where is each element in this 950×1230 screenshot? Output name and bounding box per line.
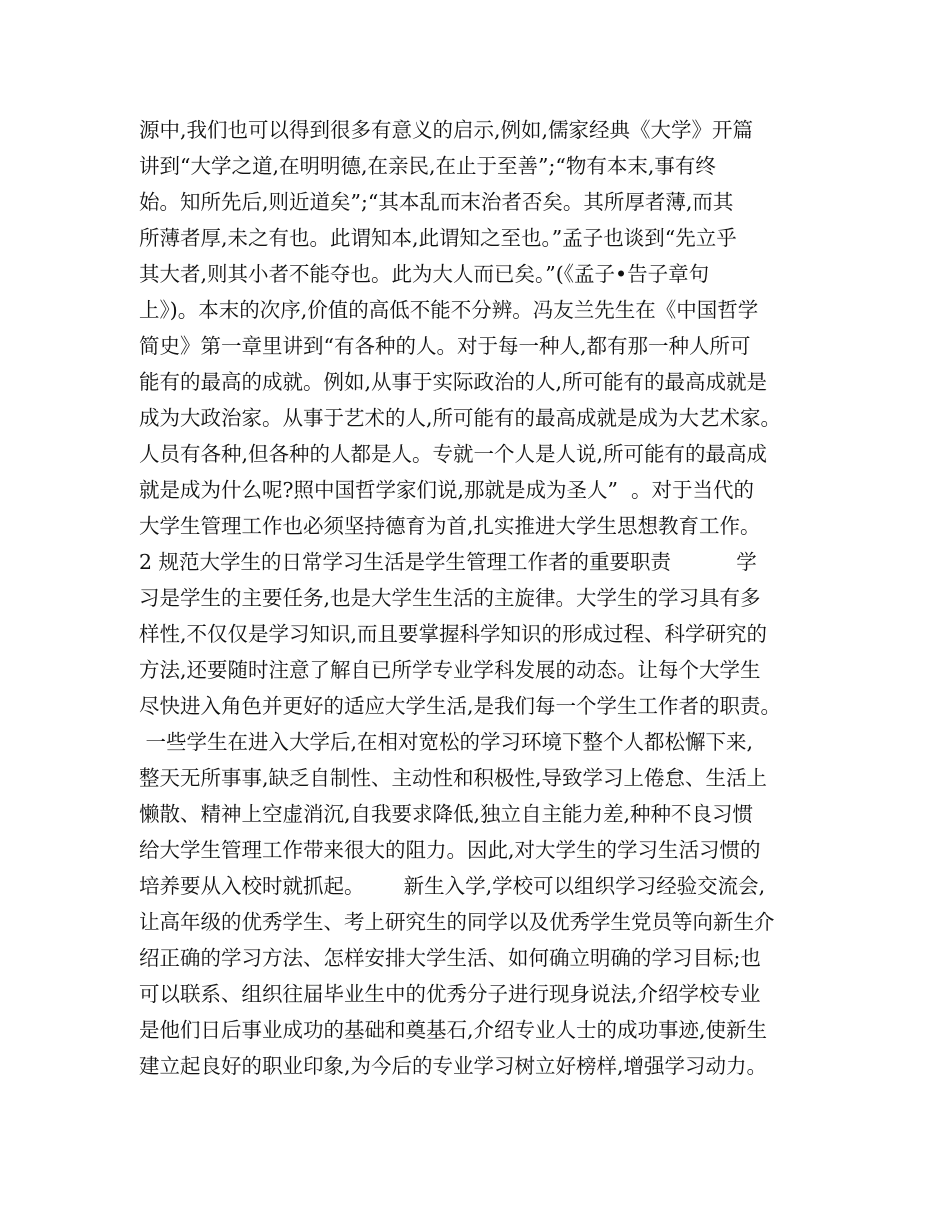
text-line: 整天无所事事,缺乏自制性、主动性和积极性,导致学习上倦怠、生活上 xyxy=(139,766,768,790)
text-line: 其大者,则其小者不能夺也。此为大人而已矣。”(《孟子•告子章句 xyxy=(139,262,710,286)
text-line: 就是成为什么呢?照中国哲学家们说,那就是成为圣人” 。对于当代的 xyxy=(139,478,755,502)
text-line: 方法,还要随时注意了解自已所学专业学科发展的动态。让每个大学生 xyxy=(139,658,761,682)
text-line: 懒散、精神上空虚消沉,自我要求降低,独立自主能力差,种种不良习惯 xyxy=(139,802,754,826)
text-line: 样性,不仅仅是学习知识,而且要掌握科学知识的形成过程、科学研究的 xyxy=(139,622,768,646)
text-line: 简史》第一章里讲到“有各种的人。对于每一种人,都有那一种人所可 xyxy=(139,334,751,358)
text-line: 让高年级的优秀学生、考上研究生的同学以及优秀学生党员等向新生介 xyxy=(139,910,775,934)
text-line: 能有的最高的成就。例如,从事于实际政治的人,所可能有的最高成就是 xyxy=(139,370,768,394)
body-text xyxy=(139,112,839,1084)
text-line: 所薄者厚,未之有也。此谓知本,此谓知之至也。”孟子也谈到“先立乎 xyxy=(139,226,737,250)
text-line: 给大学生管理工作带来很大的阻力。因此,对大学生的学习生活习惯的 xyxy=(139,838,761,862)
text-line: 上》)。本末的次序,价值的高低不能不分辨。冯友兰先生在《中国哲学 xyxy=(139,298,759,322)
text-line: 大学生管理工作也必须坚持德育为首,扎实推进大学生思想教育工作。 xyxy=(139,514,761,538)
text-line: 习是学生的主要任务,也是大学生生活的主旋律。大学生的学习具有多 xyxy=(139,586,761,610)
text-line: 是他们日后事业成功的基础和奠基石,介绍专业人士的成功事迹,使新生 xyxy=(139,1018,768,1042)
text-line: 源中,我们也可以得到很多有意义的启示,例如,儒家经典《大学》开篇 xyxy=(139,118,754,142)
section-heading-line: 2 规范大学生的日常学习生活是学生管理工作者的重要职责 学 xyxy=(139,550,757,574)
text-line: 可以联系、组织往届毕业生中的优秀分子进行现身说法,介绍学校专业 xyxy=(139,982,761,1006)
text-line: 绍正确的学习方法、怎样安排大学生活、如何确立明确的学习目标;也 xyxy=(139,946,761,970)
text-line: 建立起良好的职业印象,为今后的专业学习树立好榜样,增强学习动力。 xyxy=(139,1054,768,1078)
text-line: 成为大政治家。从事于艺术的人,所可能有的最高成就是成为大艺术家。 xyxy=(139,406,782,430)
text-line: 人员有各种,但各种的人都是人。专就一个人是人说,所可能有的最高成 xyxy=(139,442,768,466)
text-line: 讲到“大学之道,在明明德,在亲民,在止于至善”;“物有本末,事有终 xyxy=(139,154,716,178)
text-line: 始。知所先后,则近道矣”;“其本乱而末治者否矣。其所厚者薄,而其 xyxy=(139,190,734,214)
text-line: 尽快进入角色并更好的适应大学生活,是我们每一个学生工作者的职责。 xyxy=(139,694,782,718)
text-line: 一些学生在进入大学后,在相对宽松的学习环境下整个人都松懈下来, xyxy=(139,730,754,754)
text-line: 培养要从入校时就抓起。 新生入学,学校可以组织学习经验交流会, xyxy=(139,874,766,898)
